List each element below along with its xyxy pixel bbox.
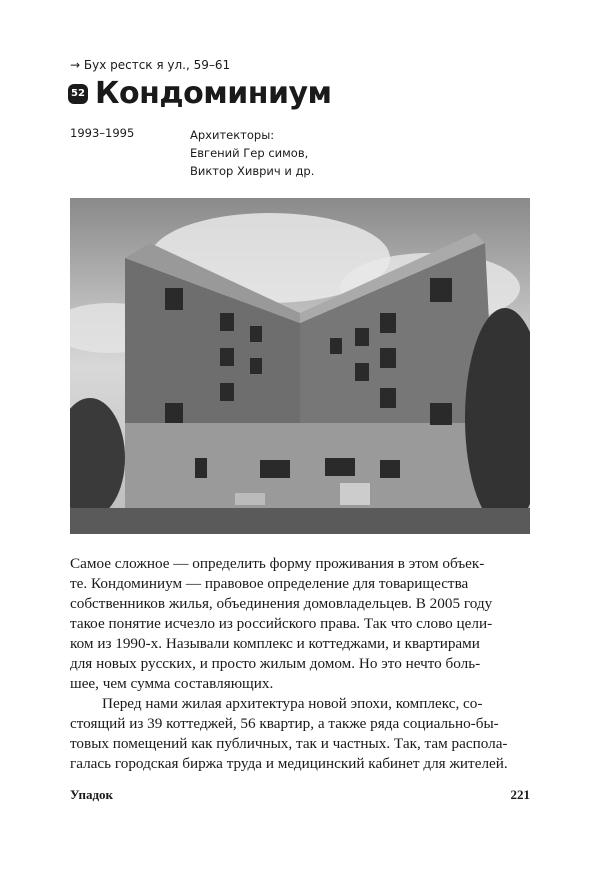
text-line: собственников жилья, объединения домовладельцев. В 2005 году [70,595,493,612]
text-line: те. Кондоминиум — правовое определение для товарищества [70,575,469,592]
architect-name: Виктор Хиврич и др. [190,164,315,178]
text-line: товых помещений как публичных, так и частных. Так, там распола- [70,735,508,752]
text-line: Перед нами жилая архитектура новой эпохи, комплекс, со- [102,695,483,712]
text-line: такое понятие исчезло из российского права. Так что слово цели- [70,615,493,632]
text-line: шее, чем сумма составляющих. [70,675,274,692]
section-name: Упадок [70,787,114,802]
text-line: стоящий из 39 коттеджей, 56 квартир, а также ряда социально-бы- [70,715,499,732]
building-photo [70,198,530,534]
number-badge: 52 [68,84,88,104]
years: 1993–1995 [70,126,135,140]
architects-label: Архитекторы: [190,128,275,142]
title-row [68,76,332,111]
text-line: для новых русских, и просто жилым домом. Но это нечто боль- [70,655,481,672]
body-text [70,554,530,774]
architects [190,126,314,180]
text-line: Самое сложное — определить форму проживания в этом объек- [70,555,485,572]
page-title: Кондоминиум [95,76,332,111]
address: → Бух рестск я ул., 59–61 [70,58,231,72]
text-line: ком из 1990-х. Называли комплекс и коттеджами, и квартирами [70,635,480,652]
architect-name: Евгений Гер симов, [190,146,309,160]
text-line: галась городская биржа труда и медицинский кабинет для жителей. [70,755,508,772]
page-number: 221 [510,787,530,802]
